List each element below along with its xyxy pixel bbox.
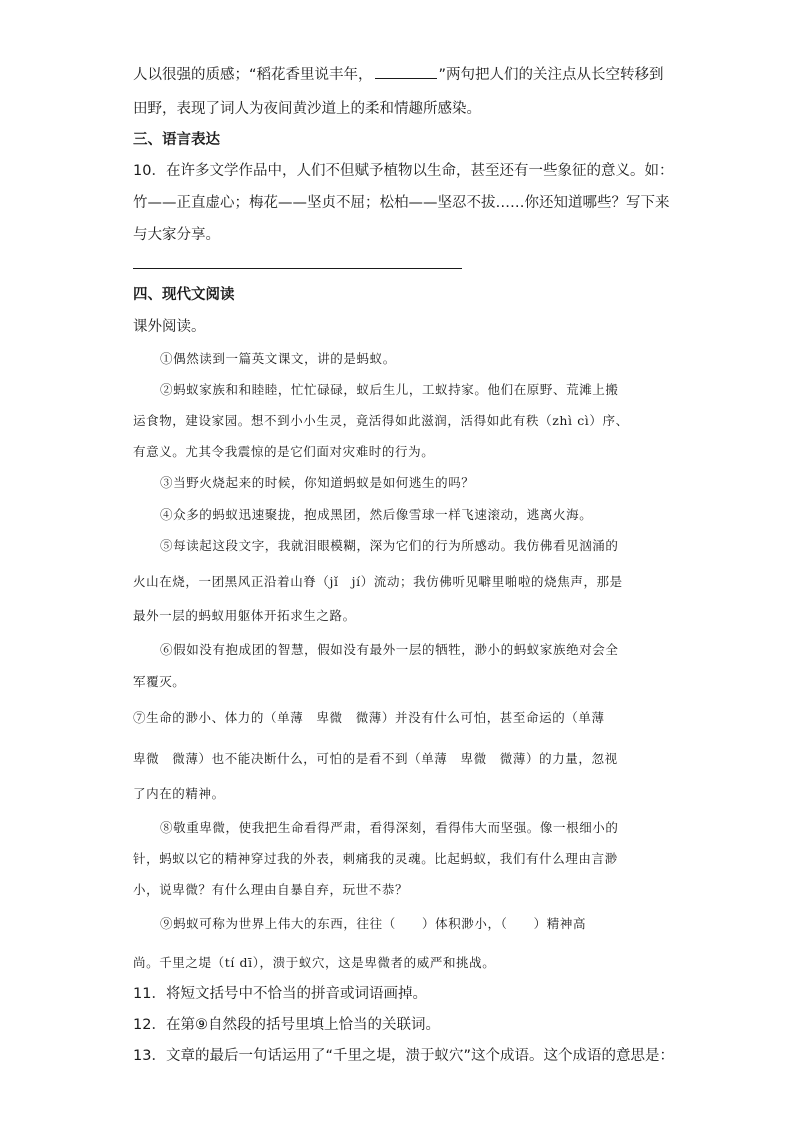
text-fragment: ”两句把人们的关注点从长空转移到: [438, 67, 664, 83]
section-heading: 三、语言表达: [133, 132, 220, 148]
passage-line: 卑微 微薄）也不能决断什么，可怕的是看不到（单薄 卑微 微薄）的力量，忽视: [133, 751, 618, 766]
text-line: 田野，表现了词人为夜间黄沙道上的柔和情趣所感染。: [133, 101, 481, 117]
question-12: 12．在第⑨自然段的括号里填上恰当的关联词。: [133, 1017, 440, 1033]
passage-line: 最外一层的蚂蚁用躯体开拓求生之路。: [133, 608, 356, 623]
passage-line: ②蚂蚁家族和和睦睦，忙忙碌碌，蚁后生儿，工蚁持家。他们在原野、荒滩上搬: [160, 382, 619, 397]
text-fragment: 人以很强的质感；“稻花香里说丰年，: [133, 67, 373, 83]
passage-line: 针，蚂蚁以它的精神穿过我的外表，刺痛我的灵魂。比起蚂蚁，我们有什么理由言渺: [133, 851, 618, 866]
passage-line: ③当野火烧起来的时候，你知道蚂蚁是如何逃生的吗？: [160, 475, 475, 490]
passage-line: 火山在烧，一团黑风正沿着山脊（jǐ jí）流动；我仿佛听见噼里啪啦的烧焦声，那是: [133, 574, 623, 589]
passage-line: 尚。千里之堤（tí dī），溃于蚁穴，这是卑微者的威严和挑战。: [133, 955, 496, 970]
question-10-line: 竹——正直虚心；梅花——坚贞不屈；松柏——坚忍不拔……你还知道哪些？写下来: [133, 195, 670, 211]
passage-line: 了内在的精神。: [133, 786, 225, 801]
answer-line[interactable]: [133, 268, 462, 269]
passage-line: ④众多的蚂蚁迅速聚拢，抱成黑团，然后像雪球一样飞速滚动，逃离火海。: [160, 507, 593, 522]
passage-line: 运食物，建设家园。想不到小小生灵，竟活得如此滋润，活得如此有秩（zhì cì）序、: [133, 413, 629, 428]
section-subheading: 课外阅读。: [133, 319, 206, 335]
passage-line: ⑧敬重卑微，使我把生命看得严肃，看得深刻，看得伟大而坚强。像一根细小的: [160, 820, 619, 835]
passage-line: ⑤每读起这段文字，我就泪眼模糊，深为它们的行为所感动。我仿佛看见汹涌的: [160, 538, 619, 553]
fill-blank[interactable]: [375, 64, 437, 79]
question-10-line: 10．在许多文学作品中，人们不但赋予植物以生命，甚至还有一些象征的意义。如：: [133, 163, 674, 179]
section-heading: 四、现代文阅读: [133, 287, 235, 303]
question-11: 11．将短文括号中不恰当的拼音或词语画掉。: [133, 986, 427, 1002]
passage-line: 军覆灭。: [133, 674, 186, 689]
passage-line: ⑦生命的渺小、体力的（单薄 卑微 微薄）并没有什么可怕，甚至命运的（单薄: [133, 710, 605, 725]
question-13: 13．文章的最后一句话运用了“千里之堤，溃于蚁穴”这个成语。这个成语的意思是：: [133, 1048, 674, 1064]
passage-line: ⑨蚂蚁可称为世界上伟大的东西，往往（ ）体积渺小，（ ）精神高: [160, 916, 587, 931]
passage-line: ①偶然读到一篇英文课文，讲的是蚂蚁。: [160, 351, 396, 366]
text-line: [133, 64, 664, 85]
passage-line: ⑥假如没有抱成团的智慧，假如没有最外一层的牺牲，渺小的蚂蚁家族绝对会全: [160, 642, 619, 657]
question-10-line: 与大家分享。: [133, 227, 220, 243]
passage-line: 有意义。尤其令我震惊的是它们面对灾难时的行为。: [133, 444, 435, 459]
passage-line: 小，说卑微？有什么理由自暴自弃，玩世不恭？: [133, 882, 409, 897]
